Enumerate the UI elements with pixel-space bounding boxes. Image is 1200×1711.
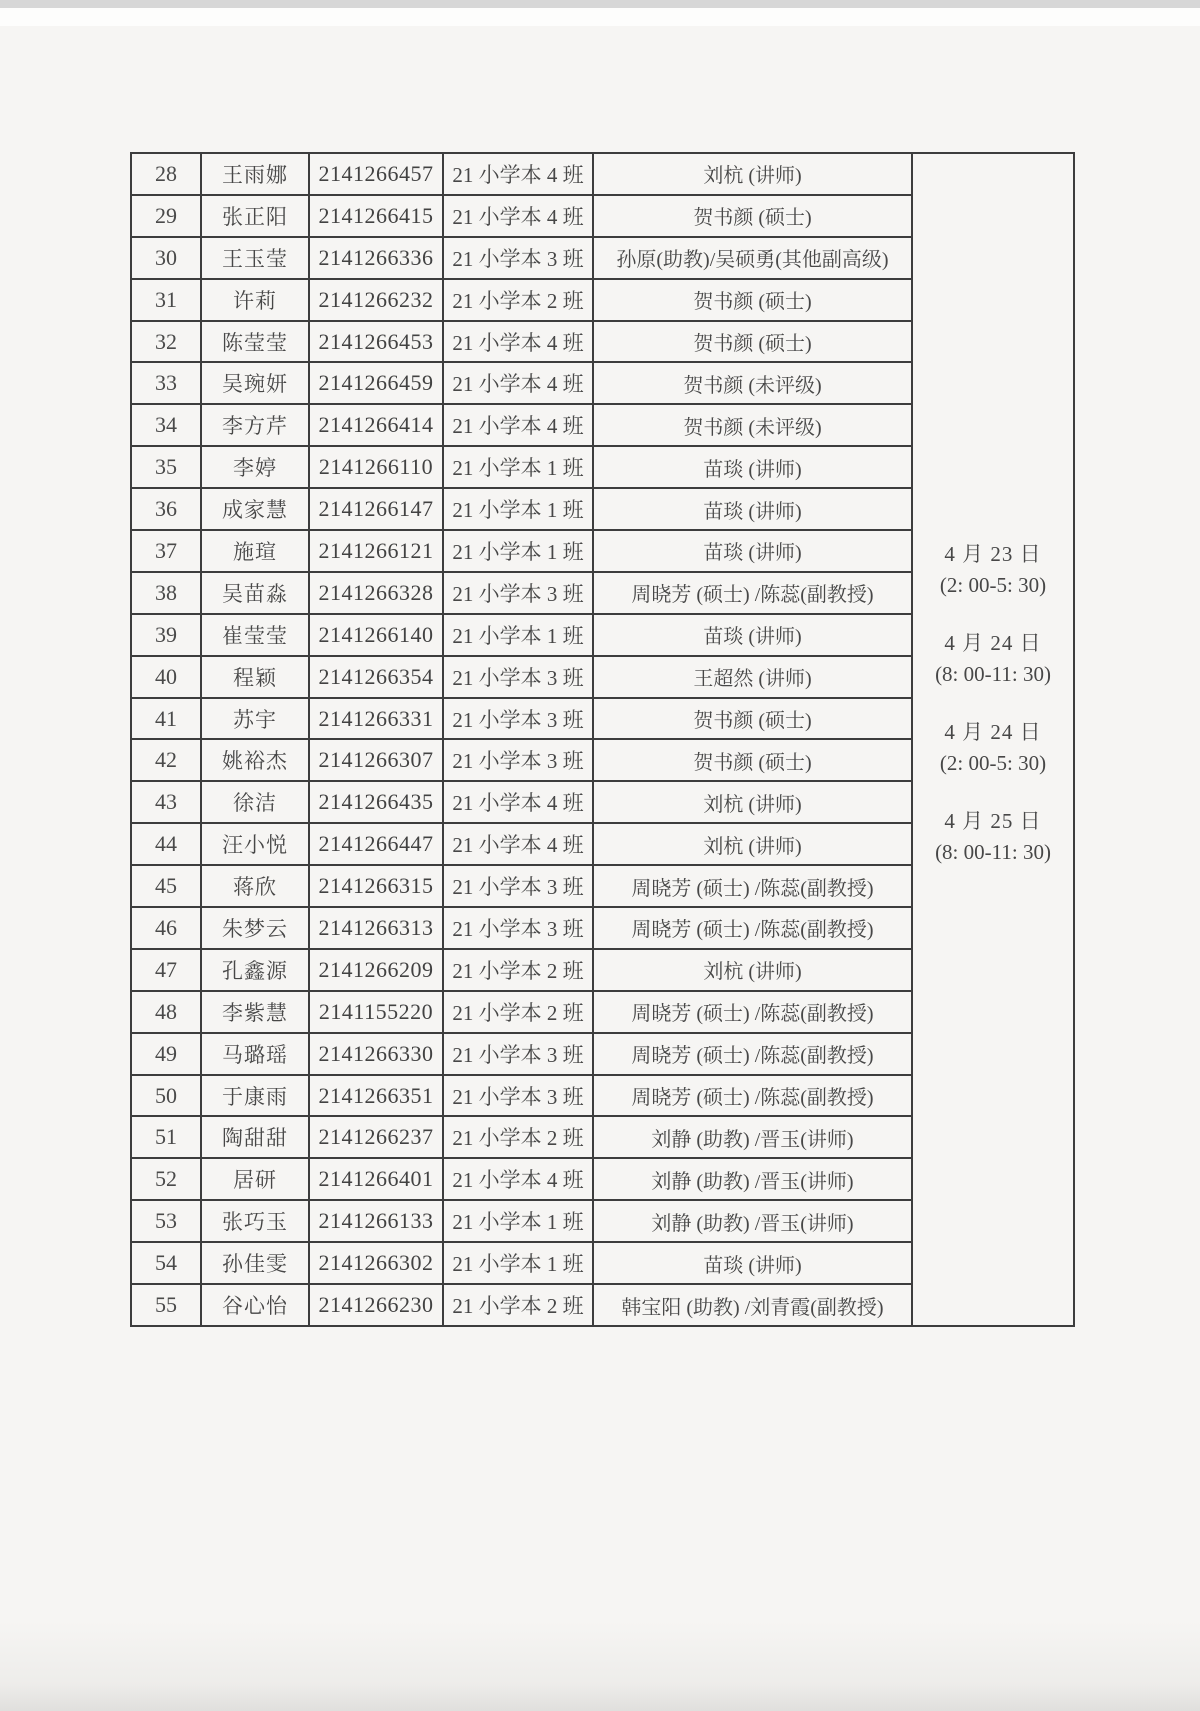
student-id-cell: 2141266315 bbox=[309, 865, 443, 907]
student-name-cell: 王雨娜 bbox=[201, 153, 309, 195]
teacher-names-cell: 周晓芳 (硕士) /陈蕊(副教授) bbox=[593, 1033, 912, 1075]
teacher-names-cell: 贺书颜 (硕士) bbox=[593, 195, 912, 237]
teacher-names-cell: 苗琰 (讲师) bbox=[593, 614, 912, 656]
teacher-names-cell: 贺书颜 (硕士) bbox=[593, 739, 912, 781]
student-name-cell: 汪小悦 bbox=[201, 823, 309, 865]
student-id-cell: 2141266415 bbox=[309, 195, 443, 237]
scan-bottom-shade bbox=[0, 1621, 1200, 1711]
row-number-cell: 44 bbox=[131, 823, 201, 865]
student-name-cell: 张正阳 bbox=[201, 195, 309, 237]
teacher-names-cell: 刘静 (助教) /晋玉(讲师) bbox=[593, 1158, 912, 1200]
teacher-names-cell: 苗琰 (讲师) bbox=[593, 1242, 912, 1284]
student-name-cell: 李方芹 bbox=[201, 404, 309, 446]
exam-date: 4 月 24 日 bbox=[944, 720, 1042, 744]
student-name-cell: 陈莹莹 bbox=[201, 321, 309, 363]
class-name-cell: 21 小学本 4 班 bbox=[443, 153, 593, 195]
student-id-cell: 2141155220 bbox=[309, 991, 443, 1033]
student-roster-table bbox=[130, 152, 1075, 1327]
student-id-cell: 2141266401 bbox=[309, 1158, 443, 1200]
scan-white-strip bbox=[0, 8, 1200, 26]
row-number-cell: 34 bbox=[131, 404, 201, 446]
teacher-names-cell: 刘杭 (讲师) bbox=[593, 949, 912, 991]
student-id-cell: 2141266447 bbox=[309, 823, 443, 865]
class-name-cell: 21 小学本 4 班 bbox=[443, 321, 593, 363]
student-id-cell: 2141266459 bbox=[309, 362, 443, 404]
student-name-cell: 徐洁 bbox=[201, 781, 309, 823]
row-number-cell: 52 bbox=[131, 1158, 201, 1200]
class-name-cell: 21 小学本 3 班 bbox=[443, 1033, 593, 1075]
exam-time: (2: 00-5: 30) bbox=[939, 573, 1047, 597]
teacher-names-cell: 贺书颜 (未评级) bbox=[593, 404, 912, 446]
row-number-cell: 30 bbox=[131, 237, 201, 279]
class-name-cell: 21 小学本 4 班 bbox=[443, 1158, 593, 1200]
teacher-names-cell: 苗琰 (讲师) bbox=[593, 530, 912, 572]
row-number-cell: 42 bbox=[131, 739, 201, 781]
class-name-cell: 21 小学本 4 班 bbox=[443, 195, 593, 237]
student-id-cell: 2141266328 bbox=[309, 572, 443, 614]
teacher-names-cell: 刘杭 (讲师) bbox=[593, 823, 912, 865]
teacher-names-cell: 苗琰 (讲师) bbox=[593, 446, 912, 488]
student-name-cell: 王玉莹 bbox=[201, 237, 309, 279]
row-number-cell: 36 bbox=[131, 488, 201, 530]
class-name-cell: 21 小学本 1 班 bbox=[443, 614, 593, 656]
row-number-cell: 46 bbox=[131, 907, 201, 949]
student-id-cell: 2141266121 bbox=[309, 530, 443, 572]
student-id-cell: 2141266351 bbox=[309, 1075, 443, 1117]
row-number-cell: 50 bbox=[131, 1075, 201, 1117]
row-number-cell: 53 bbox=[131, 1200, 201, 1242]
class-name-cell: 21 小学本 3 班 bbox=[443, 698, 593, 740]
student-name-cell: 蒋欣 bbox=[201, 865, 309, 907]
student-name-cell: 陶甜甜 bbox=[201, 1116, 309, 1158]
student-name-cell: 马璐瑶 bbox=[201, 1033, 309, 1075]
exam-date: 4 月 25 日 bbox=[944, 809, 1042, 833]
class-name-cell: 21 小学本 3 班 bbox=[443, 865, 593, 907]
exam-time: (2: 00-5: 30) bbox=[939, 751, 1047, 775]
row-number-cell: 39 bbox=[131, 614, 201, 656]
exam-session bbox=[935, 806, 1051, 868]
class-name-cell: 21 小学本 3 班 bbox=[443, 656, 593, 698]
row-number-cell: 51 bbox=[131, 1116, 201, 1158]
student-name-cell: 许莉 bbox=[201, 279, 309, 321]
row-number-cell: 41 bbox=[131, 698, 201, 740]
teacher-names-cell: 周晓芳 (硕士) /陈蕊(副教授) bbox=[593, 991, 912, 1033]
teacher-names-cell: 苗琰 (讲师) bbox=[593, 488, 912, 530]
teacher-names-cell: 孙原(助教)/吴硕勇(其他副高级) bbox=[593, 237, 912, 279]
student-id-cell: 2141266453 bbox=[309, 321, 443, 363]
student-id-cell: 2141266230 bbox=[309, 1284, 443, 1326]
student-id-cell: 2141266209 bbox=[309, 949, 443, 991]
student-id-cell: 2141266414 bbox=[309, 404, 443, 446]
exam-session bbox=[940, 539, 1046, 601]
teacher-names-cell: 贺书颜 (硕士) bbox=[593, 321, 912, 363]
class-name-cell: 21 小学本 1 班 bbox=[443, 1200, 593, 1242]
student-name-cell: 施瑄 bbox=[201, 530, 309, 572]
teacher-names-cell: 贺书颜 (硕士) bbox=[593, 279, 912, 321]
teacher-names-cell: 周晓芳 (硕士) /陈蕊(副教授) bbox=[593, 907, 912, 949]
student-id-cell: 2141266237 bbox=[309, 1116, 443, 1158]
class-name-cell: 21 小学本 1 班 bbox=[443, 488, 593, 530]
student-name-cell: 程颖 bbox=[201, 656, 309, 698]
row-number-cell: 33 bbox=[131, 362, 201, 404]
student-name-cell: 成家慧 bbox=[201, 488, 309, 530]
class-name-cell: 21 小学本 3 班 bbox=[443, 572, 593, 614]
row-number-cell: 45 bbox=[131, 865, 201, 907]
row-number-cell: 31 bbox=[131, 279, 201, 321]
class-name-cell: 21 小学本 4 班 bbox=[443, 404, 593, 446]
student-id-cell: 2141266307 bbox=[309, 739, 443, 781]
student-id-cell: 2141266133 bbox=[309, 1200, 443, 1242]
student-name-cell: 吴琬妍 bbox=[201, 362, 309, 404]
student-name-cell: 张巧玉 bbox=[201, 1200, 309, 1242]
class-name-cell: 21 小学本 1 班 bbox=[443, 1242, 593, 1284]
student-id-cell: 2141266354 bbox=[309, 656, 443, 698]
row-number-cell: 55 bbox=[131, 1284, 201, 1326]
exam-session bbox=[940, 717, 1046, 779]
student-name-cell: 孔鑫源 bbox=[201, 949, 309, 991]
table-row bbox=[131, 153, 1074, 195]
row-number-cell: 29 bbox=[131, 195, 201, 237]
class-name-cell: 21 小学本 2 班 bbox=[443, 949, 593, 991]
row-number-cell: 54 bbox=[131, 1242, 201, 1284]
exam-date: 4 月 24 日 bbox=[944, 631, 1042, 655]
student-id-cell: 2141266110 bbox=[309, 446, 443, 488]
student-name-cell: 李婷 bbox=[201, 446, 309, 488]
teacher-names-cell: 刘静 (助教) /晋玉(讲师) bbox=[593, 1116, 912, 1158]
student-name-cell: 孙佳雯 bbox=[201, 1242, 309, 1284]
student-id-cell: 2141266457 bbox=[309, 153, 443, 195]
student-id-cell: 2141266330 bbox=[309, 1033, 443, 1075]
class-name-cell: 21 小学本 2 班 bbox=[443, 279, 593, 321]
teacher-names-cell: 周晓芳 (硕士) /陈蕊(副教授) bbox=[593, 1075, 912, 1117]
row-number-cell: 47 bbox=[131, 949, 201, 991]
teacher-names-cell: 周晓芳 (硕士) /陈蕊(副教授) bbox=[593, 572, 912, 614]
class-name-cell: 21 小学本 1 班 bbox=[443, 530, 593, 572]
class-name-cell: 21 小学本 2 班 bbox=[443, 1284, 593, 1326]
class-name-cell: 21 小学本 3 班 bbox=[443, 739, 593, 781]
row-number-cell: 40 bbox=[131, 656, 201, 698]
teacher-names-cell: 贺书颜 (硕士) bbox=[593, 698, 912, 740]
row-number-cell: 32 bbox=[131, 321, 201, 363]
row-number-cell: 49 bbox=[131, 1033, 201, 1075]
scan-edge-band bbox=[0, 0, 1200, 8]
row-number-cell: 37 bbox=[131, 530, 201, 572]
student-id-cell: 2141266140 bbox=[309, 614, 443, 656]
teacher-names-cell: 刘杭 (讲师) bbox=[593, 153, 912, 195]
class-name-cell: 21 小学本 2 班 bbox=[443, 991, 593, 1033]
row-number-cell: 28 bbox=[131, 153, 201, 195]
class-name-cell: 21 小学本 4 班 bbox=[443, 362, 593, 404]
exam-session bbox=[935, 628, 1051, 690]
class-name-cell: 21 小学本 4 班 bbox=[443, 781, 593, 823]
student-name-cell: 朱梦云 bbox=[201, 907, 309, 949]
student-name-cell: 于康雨 bbox=[201, 1075, 309, 1117]
teacher-names-cell: 周晓芳 (硕士) /陈蕊(副教授) bbox=[593, 865, 912, 907]
student-name-cell: 姚裕杰 bbox=[201, 739, 309, 781]
class-name-cell: 21 小学本 3 班 bbox=[443, 237, 593, 279]
row-number-cell: 48 bbox=[131, 991, 201, 1033]
student-name-cell: 李紫慧 bbox=[201, 991, 309, 1033]
student-id-cell: 2141266232 bbox=[309, 279, 443, 321]
row-number-cell: 43 bbox=[131, 781, 201, 823]
student-name-cell: 谷心怡 bbox=[201, 1284, 309, 1326]
schedule-stack bbox=[913, 539, 1073, 868]
student-name-cell: 吴苗淼 bbox=[201, 572, 309, 614]
class-name-cell: 21 小学本 2 班 bbox=[443, 1116, 593, 1158]
teacher-names-cell: 刘静 (助教) /晋玉(讲师) bbox=[593, 1200, 912, 1242]
schedule-cell bbox=[912, 153, 1074, 1326]
student-name-cell: 苏宇 bbox=[201, 698, 309, 740]
class-name-cell: 21 小学本 1 班 bbox=[443, 446, 593, 488]
exam-time: (8: 00-11: 30) bbox=[935, 840, 1051, 864]
exam-date: 4 月 23 日 bbox=[944, 542, 1042, 566]
student-id-cell: 2141266331 bbox=[309, 698, 443, 740]
class-name-cell: 21 小学本 3 班 bbox=[443, 907, 593, 949]
teacher-names-cell: 韩宝阳 (助教) /刘青霞(副教授) bbox=[593, 1284, 912, 1326]
student-id-cell: 2141266435 bbox=[309, 781, 443, 823]
exam-time: (8: 00-11: 30) bbox=[935, 662, 1051, 686]
class-name-cell: 21 小学本 3 班 bbox=[443, 1075, 593, 1117]
student-id-cell: 2141266313 bbox=[309, 907, 443, 949]
teacher-names-cell: 贺书颜 (未评级) bbox=[593, 362, 912, 404]
row-number-cell: 35 bbox=[131, 446, 201, 488]
student-name-cell: 居研 bbox=[201, 1158, 309, 1200]
student-id-cell: 2141266302 bbox=[309, 1242, 443, 1284]
student-id-cell: 2141266336 bbox=[309, 237, 443, 279]
student-name-cell: 崔莹莹 bbox=[201, 614, 309, 656]
class-name-cell: 21 小学本 4 班 bbox=[443, 823, 593, 865]
teacher-names-cell: 刘杭 (讲师) bbox=[593, 781, 912, 823]
student-id-cell: 2141266147 bbox=[309, 488, 443, 530]
row-number-cell: 38 bbox=[131, 572, 201, 614]
teacher-names-cell: 王超然 (讲师) bbox=[593, 656, 912, 698]
